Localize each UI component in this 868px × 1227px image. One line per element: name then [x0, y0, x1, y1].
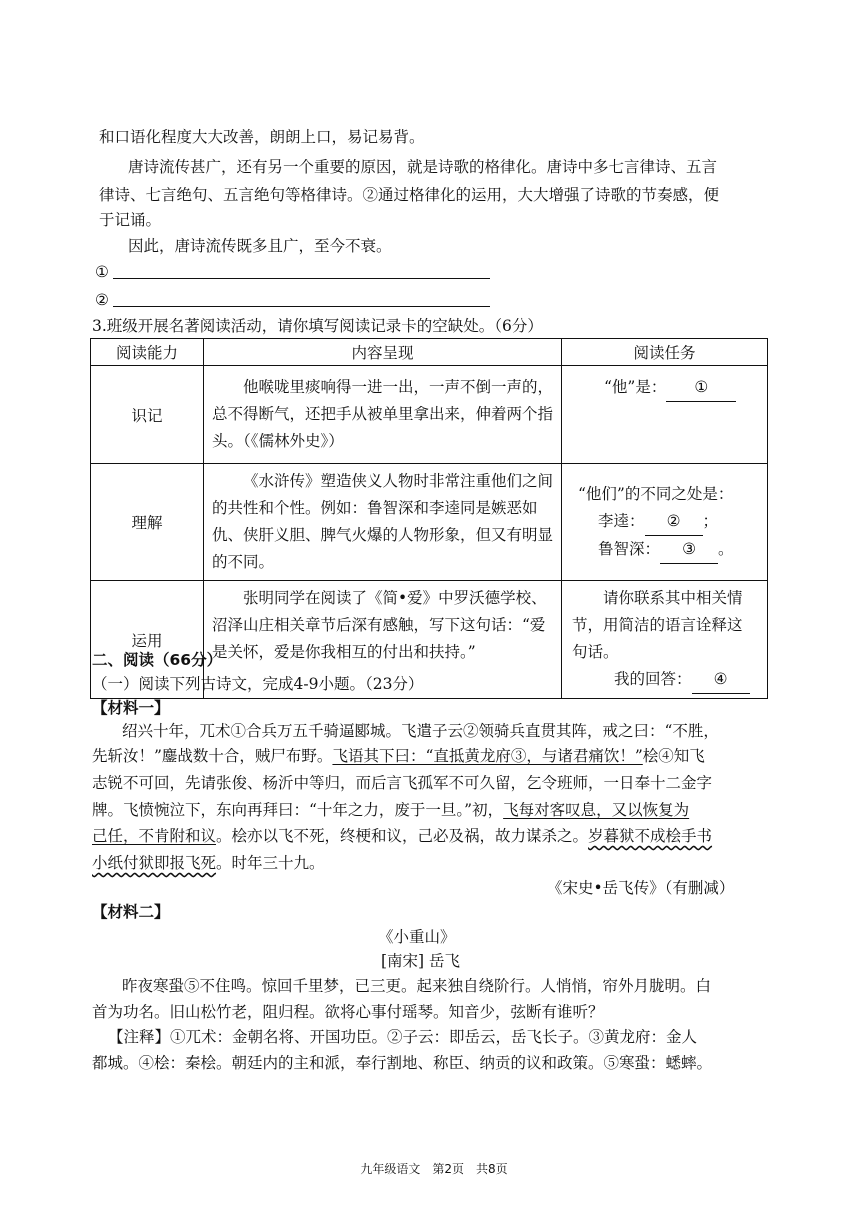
header-ability: 阅读能力: [91, 339, 204, 366]
poem-line: 首为功名。旧山松竹老，阻归程。欲将心事付瑶琴。知音少，弦断有谁听？: [92, 1003, 604, 1021]
punctuation: 。: [718, 539, 734, 558]
header-content: 内容呈现: [204, 339, 562, 366]
underlined-sentence: 己任，不肯附和议: [92, 827, 217, 845]
task-label-luzhishen: 鲁智深：: [598, 539, 661, 558]
task-cell: [562, 464, 768, 581]
question-3-title: 3.班级开展名著阅读活动，请你填写阅读记录卡的空缺处。（6分）: [92, 317, 543, 335]
task-cell: [562, 366, 768, 464]
material-one-source: 《宋史•岳飞传》（有删减）: [547, 879, 735, 897]
answer-label-2: ②: [95, 291, 109, 309]
material-one-line: [92, 853, 325, 873]
answer-line-1[interactable]: [113, 278, 490, 279]
annotation-line: 【注释】①兀术：金朝名将、开国功臣。②子云：即岳云，岳飞长子。③黄龙府：金人: [108, 1028, 698, 1046]
wavy-underlined-sentence: 小纸付狱即报飞死: [92, 854, 217, 872]
page-footer: 九年级语文 第2页 共8页: [360, 1162, 508, 1176]
answer-blank-4[interactable]: ④: [692, 666, 750, 694]
task-label-likui: 李逵：: [598, 511, 645, 530]
answer-label: 我的回答：: [614, 670, 692, 688]
answer-label-1: ①: [95, 263, 109, 281]
text-segment: 。桧亦以飞不死，终梗和议，己必及祸，故力谋杀之。: [216, 827, 589, 845]
passage-line: 因此，唐诗流传既多且广，至今不衰。: [128, 237, 392, 255]
text-segment: 桧④知飞: [642, 747, 705, 765]
material-one-line: [92, 746, 705, 766]
material-two-label: 【材料二】: [92, 903, 170, 921]
reading-record-card: [90, 338, 768, 699]
ability-cell: 理解: [91, 464, 204, 581]
poem-line: 昨夜寒蛩⑤不住鸣。惊回千里梦，已三更。起来独自绕阶行。人悄悄，帘外月胧明。白: [122, 977, 712, 995]
ability-cell: 识记: [91, 366, 204, 464]
material-one-line: 志锐不可回，先请张俊、杨沂中等归，而后言飞孤军不可久留，乞令班师，一日奉十二金字: [92, 774, 713, 792]
content-cell: 《水浒传》塑造侠义人物时非常注重他们之间的共性和个性。例如：鲁智深和李逵同是嫉恶如仇、侠肝义胆、脾气火爆的人物形象，但又有明显的不同。: [204, 464, 562, 581]
passage-line: 和口语化程度大大改善，朗朗上口，易记易背。: [99, 128, 425, 146]
material-one-label: 【材料一】: [92, 699, 170, 717]
ability-cell: 运用: [91, 581, 204, 699]
text-segment: 。时年三十九。: [216, 854, 325, 872]
poem-title: 《小重山》: [378, 928, 456, 946]
punctuation: ；: [702, 511, 719, 530]
passage-line: 于记诵。: [99, 211, 162, 229]
passage-line: 唐诗流传甚广，还有另一个重要的原因，就是诗歌的格律化。唐诗中多七言律诗、五言: [128, 158, 718, 176]
section-instruction: （一）阅读下列古诗文，完成4-9小题。（23分）: [92, 675, 424, 693]
answer-blank-1[interactable]: ①: [666, 374, 736, 402]
underlined-sentence: 飞每对客叹息，又以恢复为: [503, 801, 690, 819]
content-cell: 张明同学在阅读了《简•爱》中罗沃德学校、沼泽山庄相关章节后深有感触，写下这句话：“爱是关怀，爱是你我相互的付出和扶持。”: [204, 581, 562, 699]
poem-author: [南宋] 岳飞: [381, 952, 461, 970]
material-one-line: 绍兴十年，兀术①合兵万五千骑逼郾城。飞遣子云②领骑兵直贯其阵，戒之曰：“不胜，: [122, 722, 719, 740]
material-one-line: [92, 800, 689, 820]
answer-blank-3[interactable]: ③: [660, 536, 718, 564]
passage-line: 律诗、七言绝句、五言绝句等格律诗。②通过格律化的运用，大大增强了诗歌的节奏感，便: [99, 186, 720, 204]
task-text: “他”是：: [604, 378, 667, 396]
task-intro: “他们”的不同之处是：: [578, 484, 734, 503]
annotation-line: 都城。④桧：秦桧。朝廷内的主和派，奉行割地、称臣、纳贡的议和政策。⑤寒蛩：蟋蟀。: [92, 1054, 713, 1072]
task-text: 请你联系其中相关情节，用简洁的语言诠释这句话。: [572, 589, 743, 661]
text-segment: 先斩汝！”鏖战数十合，贼尸布野。: [92, 747, 333, 765]
underlined-sentence: 飞语其下曰：“直抵黄龙府③，与诸君痛饮！”: [332, 747, 643, 765]
answer-blank-2[interactable]: ②: [645, 508, 703, 536]
wavy-underlined-sentence: 岁暮狱不成桧手书: [588, 827, 713, 845]
task-cell: [562, 581, 768, 699]
content-cell: 他喉咙里痰响得一进一出，一声不倒一声的，总不得断气，还把手从被单里拿出来，伸着两个指头。（《儒林外史》）: [204, 366, 562, 464]
material-one-line: [92, 826, 712, 846]
text-segment: 牌。飞愤惋泣下，东向再拜曰：“十年之力，废于一旦。”初，: [92, 801, 504, 819]
header-task: 阅读任务: [562, 339, 768, 366]
answer-line-2[interactable]: [113, 306, 490, 307]
section-title: 二、阅读（66分）: [92, 651, 223, 669]
